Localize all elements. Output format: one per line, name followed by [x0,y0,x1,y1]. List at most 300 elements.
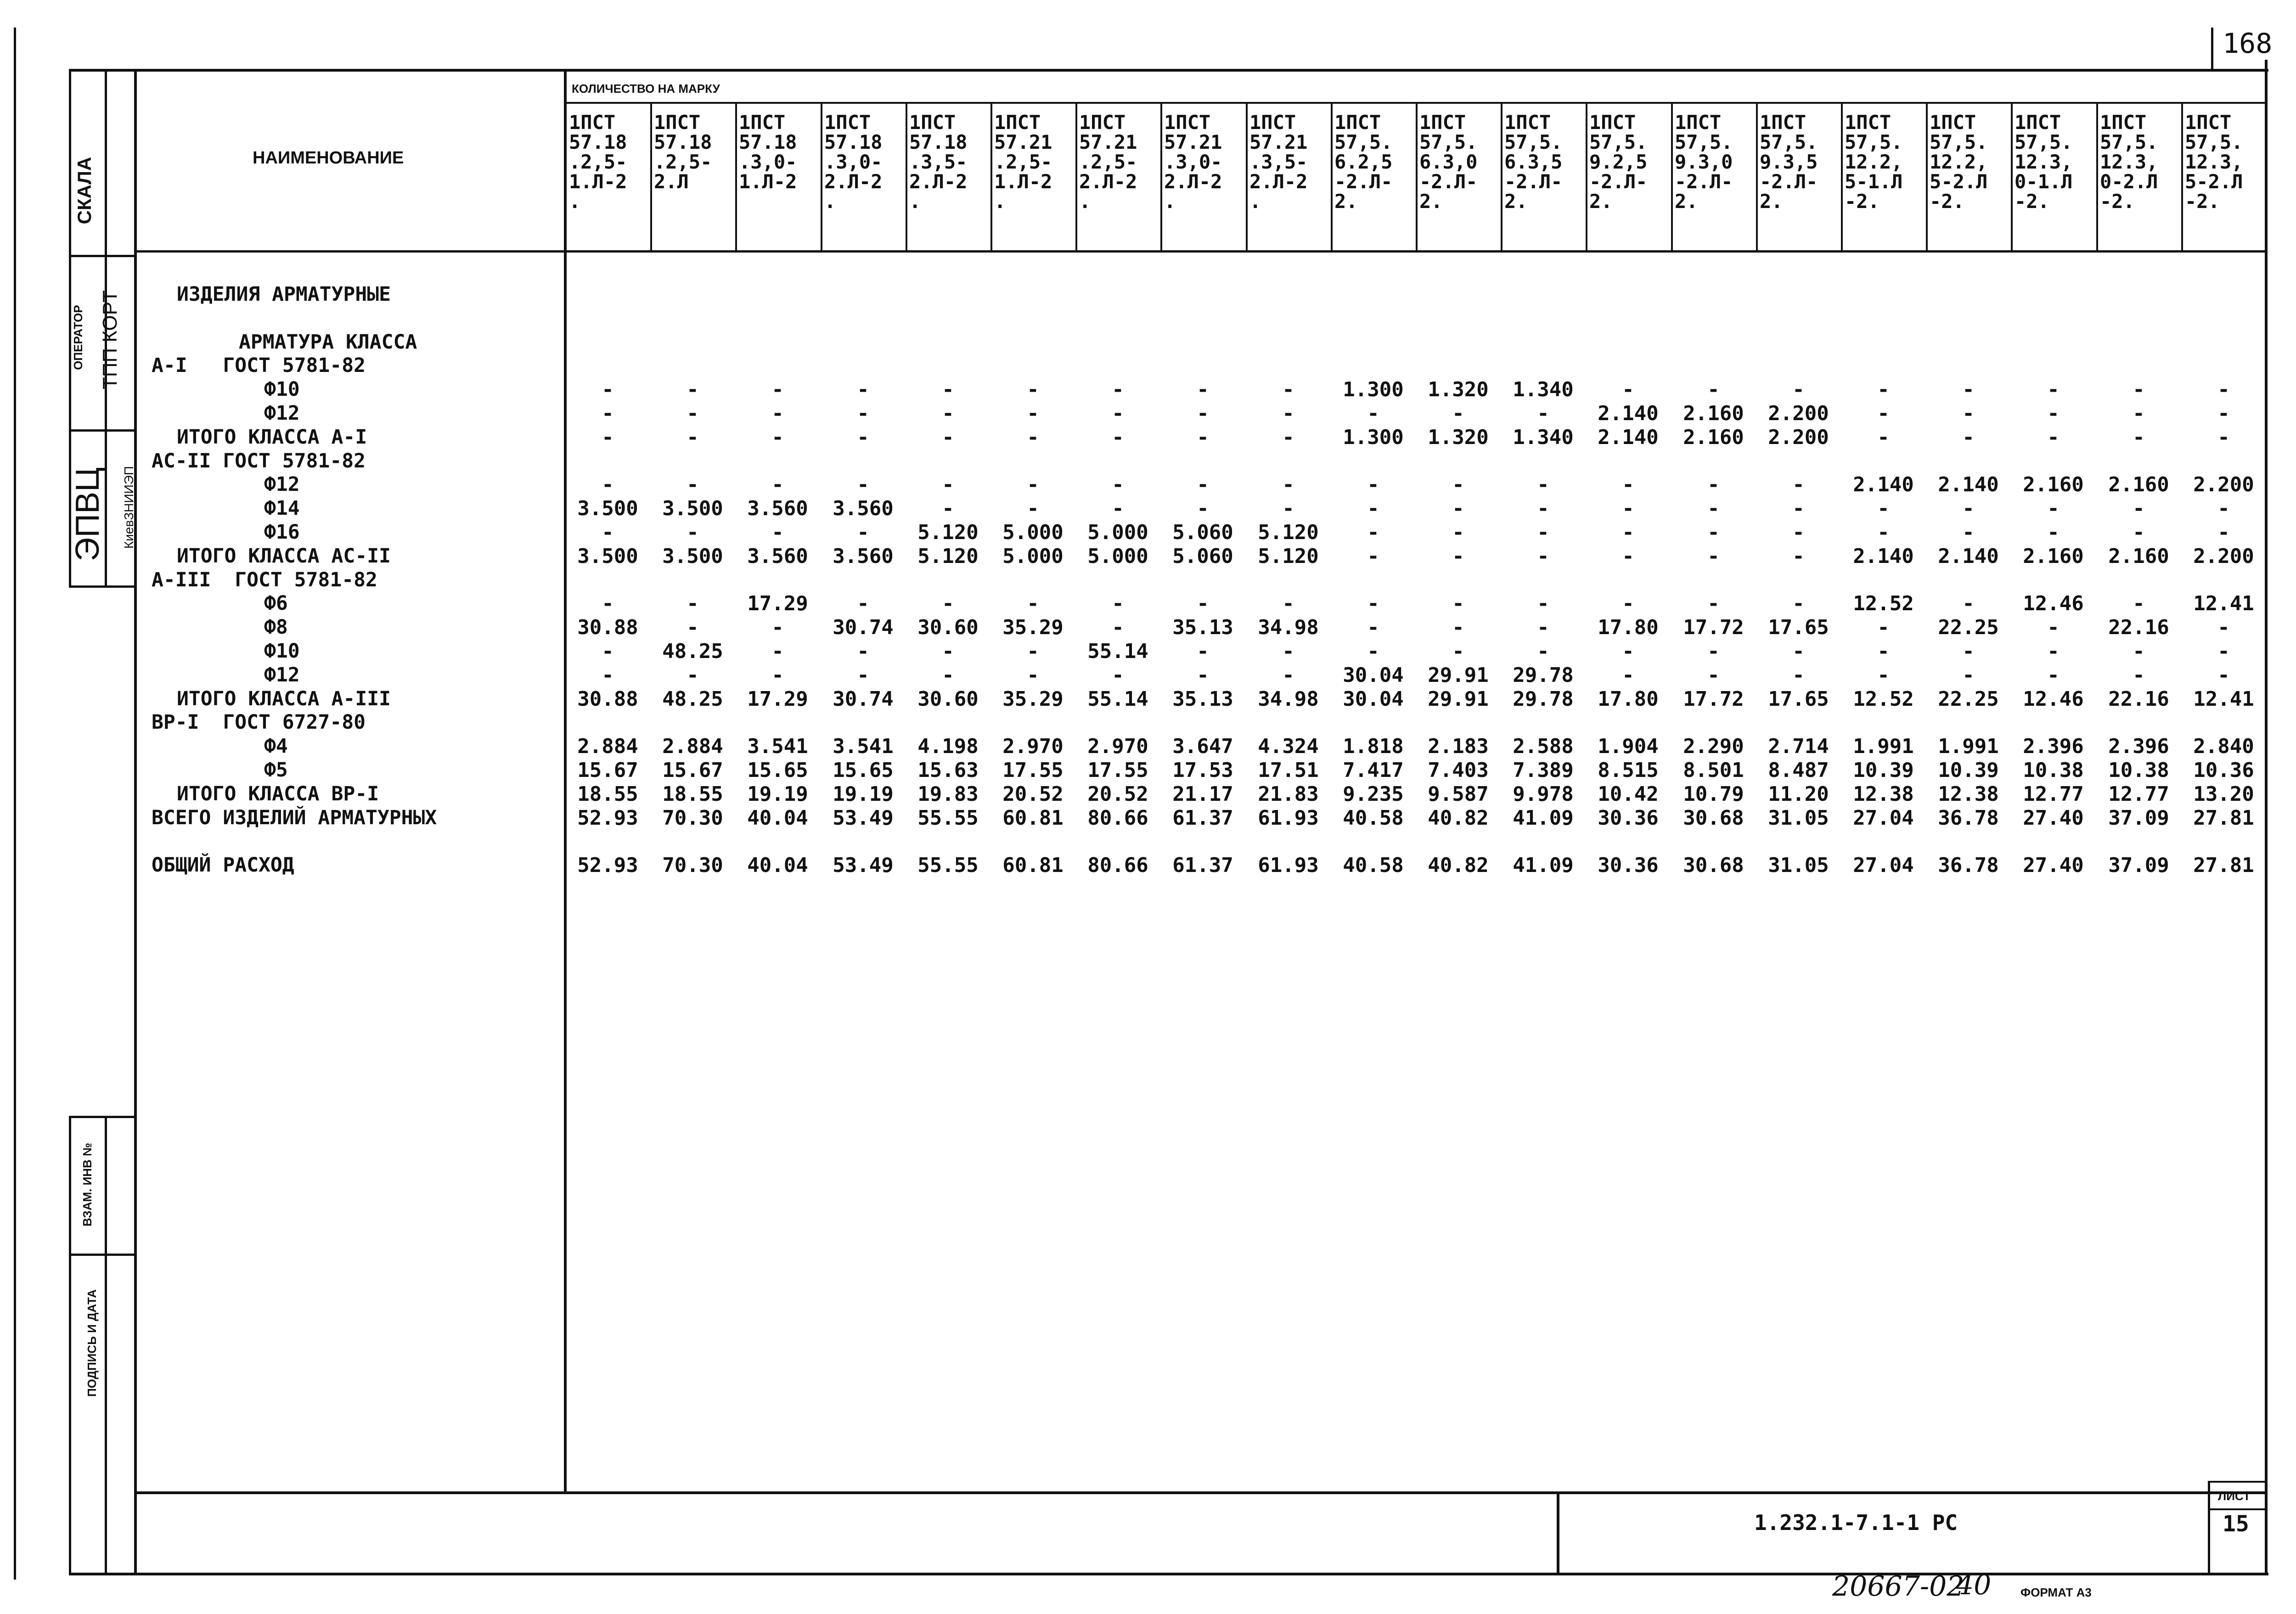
table-cell: 40.82 [1428,854,1489,877]
table-cell: 29.91 [1428,687,1489,711]
table-cell: 30.68 [1683,854,1744,877]
table-cell: - [857,378,869,401]
column-header [2015,112,2095,211]
table-cell: 2.200 [2193,473,2254,496]
table-cell: 7.417 [1343,759,1404,782]
table-cell: - [1112,664,1124,687]
frame-left-outer [14,28,16,1580]
table-cell: 9.587 [1428,782,1489,806]
table-cell: 30.88 [577,616,638,639]
table-cell: - [771,473,784,496]
table-cell: - [1367,592,1379,615]
table-cell: 5.060 [1172,545,1233,568]
column-header-line: 57,5. [1760,131,1818,153]
titleblock-sheet-sep [2208,1481,2210,1574]
table-cell: - [602,426,614,449]
table-cell: 3.560 [833,497,894,520]
column-header-line: .3,0- [739,151,797,173]
table-cell: - [687,592,699,615]
table-cell: - [1877,378,1890,401]
column-header-line: -2.Л- [1504,170,1563,193]
table-cell: 55.55 [917,806,979,830]
table-cell: 19.19 [747,782,808,806]
table-cell: 30.04 [1343,687,1404,711]
table-cell: - [1707,664,1720,687]
table-cell: 40.58 [1343,806,1404,830]
table-cell: 2.160 [1683,402,1744,425]
table-cell: 2.160 [2108,545,2169,568]
table-cell: - [1367,497,1379,520]
column-header-line: .3,0- [824,151,883,173]
table-cell: 2.200 [1768,402,1829,425]
table-cell: - [602,473,614,496]
table-cell: - [771,616,784,639]
table-cell: 7.389 [1513,759,1574,782]
side-label-podpis: ПОДПИСЬ И ДАТА [85,1289,99,1397]
table-cell: 53.49 [833,806,894,830]
table-cell: - [1452,521,1464,544]
table-cell: 27.81 [2193,854,2254,877]
table-cell: 40.82 [1428,806,1489,830]
table-cell: - [1962,402,1975,425]
table-cell: - [771,402,784,425]
table-cell: 12.52 [1853,592,1914,615]
column-header-line: 1ПСТ [1249,112,1296,134]
side-label-operator: ОПЕРАТОР [71,305,85,370]
table-cell: 70.30 [662,854,723,877]
table-cell: 12.46 [2023,687,2084,711]
column-header-line: -2.Л- [1675,170,1733,193]
table-cell: - [1452,402,1464,425]
table-cell: 2.884 [662,735,723,758]
table-cell: 5.000 [1002,521,1064,544]
table-cell: - [2217,640,2230,663]
table-cell: - [1877,426,1890,449]
column-header-line: 1ПСТ [1164,112,1211,134]
column-divider [1160,103,1162,251]
table-cell: 3.500 [662,545,723,568]
table-cell: 17.65 [1768,687,1829,711]
table-cell: - [2133,426,2145,449]
table-cell: 10.38 [2108,759,2169,782]
column-header-line: -2. [1845,190,1880,211]
header-bottom-line [135,250,2266,253]
table-cell: - [687,402,699,425]
table-cell: 2.140 [1938,545,1999,568]
column-header-line: 57,5. [1675,131,1733,153]
table-cell: - [2217,426,2230,449]
side-sep-4 [69,1116,135,1118]
table-cell: 15.65 [747,759,808,782]
table-cell: 30.60 [917,687,979,711]
column-header-line: 57,5. [1589,131,1648,153]
column-header-line: . [1164,190,1176,211]
column-header-line: 6.3,5 [1504,151,1563,173]
table-cell: - [2133,378,2145,401]
table-cell: - [1792,545,1805,568]
column-header-line: 1ПСТ [1760,112,1806,134]
table-cell: 19.83 [917,782,979,806]
table-cell: 17.55 [1002,759,1064,782]
table-cell: 3.647 [1172,735,1233,758]
row-label: ИТОГО КЛАССА А-I [177,426,367,449]
column-header [1504,112,1585,211]
table-cell: 20.52 [1087,782,1148,806]
column-header-line: 1ПСТ [1334,112,1381,134]
table-cell: 5.060 [1172,521,1233,544]
table-cell: - [1537,640,1549,663]
table-cell: - [2047,378,2060,401]
table-cell: 2.160 [2023,545,2084,568]
row-label: ИЗДЕЛИЯ АРМАТУРНЫЕ [177,283,391,306]
table-cell: - [1367,616,1379,639]
column-header-line: 57,5. [2100,131,2158,153]
table-cell: - [942,426,954,449]
table-cell: 35.13 [1172,687,1233,711]
column-header-line: . [1079,190,1091,211]
table-cell: - [1962,497,1975,520]
table-cell: - [1452,497,1464,520]
row-label: А-III ГОСТ 5781-82 [152,568,377,591]
table-cell: - [857,402,869,425]
table-cell: 2.200 [1768,426,1829,449]
column-divider [1331,103,1333,251]
column-header [1334,112,1415,211]
header-naimenovanie: НАИМЕНОВАНИЕ [253,148,404,168]
column-header-line: 1ПСТ [654,112,701,134]
column-header-line: 2.Л-2 [1249,170,1308,193]
table-cell: 2.140 [1938,473,1999,496]
table-cell: 17.53 [1172,759,1233,782]
row-label: Ф8 [264,616,288,639]
table-cell: 1.300 [1343,378,1404,401]
table-cell: 30.74 [833,687,894,711]
row-label: Ф14 [264,497,300,520]
column-divider [2181,103,2183,251]
table-cell: 1.991 [1938,735,1999,758]
table-cell: 21.83 [1258,782,1319,806]
table-cell: 55.55 [917,854,979,877]
column-header-line: 5-1.Л [1845,170,1903,193]
table-cell: 2.140 [1853,545,1914,568]
table-cell: 12.46 [2023,592,2084,615]
table-cell: - [687,664,699,687]
table-cell: 1.991 [1853,735,1914,758]
table-cell: 1.904 [1598,735,1659,758]
titleblock-top [135,1491,2266,1494]
column-divider [1841,103,1843,251]
table-cell: - [1197,497,1209,520]
table-cell: - [857,592,869,615]
table-cell: - [1282,497,1294,520]
column-header [1589,112,1670,211]
table-cell: - [1622,545,1634,568]
column-header-line: 57,5. [1504,131,1563,153]
table-cell: 3.500 [577,545,638,568]
table-cell: - [771,640,784,663]
column-header [1675,112,1755,211]
table-cell: 10.38 [2023,759,2084,782]
table-cell: 18.55 [662,782,723,806]
table-cell: 22.25 [1938,616,1999,639]
column-header-line: 57,5. [2015,131,2073,153]
bottom-handwritten-number-2: 40 [1956,1569,1992,1601]
table-cell: - [602,378,614,401]
column-header-line: 0-1.Л [2015,170,2073,193]
column-header-line: 2. [1504,190,1528,211]
table-cell: 80.66 [1087,854,1148,877]
doc-code: 1.232.1-7.1-1 РС [1754,1510,1958,1535]
table-cell: 10.39 [1853,759,1914,782]
table-cell: 27.40 [2023,854,2084,877]
column-header-line: . [994,190,1006,211]
column-header [1419,112,1500,211]
table-cell: - [1367,545,1379,568]
table-cell: - [1027,497,1039,520]
column-header-line: 1ПСТ [909,112,956,134]
column-header-line: 1ПСТ [2100,112,2147,134]
row-label: Ф4 [264,735,288,758]
table-cell: 2.396 [2023,735,2084,758]
table-cell: - [2217,521,2230,544]
table-cell: - [1792,664,1805,687]
table-cell: - [1197,592,1209,615]
table-cell: - [1112,378,1124,401]
table-cell: - [1622,378,1634,401]
column-header-line: 12.3, [2185,151,2243,173]
column-header-line: 2. [1675,190,1698,211]
table-cell: 7.403 [1428,759,1489,782]
table-cell: - [602,640,614,663]
column-header-line: 57.18 [739,131,797,153]
sheet-label: ЛИСТ [2218,1489,2251,1503]
table-cell: 2.396 [2108,735,2169,758]
column-divider [1416,103,1418,251]
table-cell: - [1197,473,1209,496]
side-strip-inner-lower [105,1116,107,1575]
table-cell: 12.52 [1853,687,1914,711]
row-label: Ф10 [264,640,300,663]
table-cell: 19.19 [833,782,894,806]
table-cell: 9.978 [1513,782,1574,806]
table-cell: - [2217,378,2230,401]
column-divider [1075,103,1077,251]
table-cell: 1.300 [1343,426,1404,449]
table-cell: 9.235 [1343,782,1404,806]
row-label: АС-II ГОСТ 5781-82 [152,450,366,472]
table-cell: - [1707,592,1720,615]
table-cell: 40.04 [747,854,808,877]
table-cell: - [1452,545,1464,568]
column-header [1079,112,1159,211]
column-divider [1246,103,1248,251]
table-cell: - [1537,473,1549,496]
table-cell: - [942,497,954,520]
table-cell: 29.78 [1513,664,1574,687]
table-cell: 18.55 [577,782,638,806]
column-header-line: .2,5- [1079,151,1137,173]
column-header-line: 57,5. [2185,131,2243,153]
table-cell: - [602,521,614,544]
side-sep-2 [69,429,135,432]
table-cell: - [1537,497,1549,520]
table-cell: - [857,426,869,449]
table-cell: - [1197,426,1209,449]
table-cell: 60.81 [1002,854,1064,877]
table-cell: 2.160 [2108,473,2169,496]
table-cell: 5.000 [1087,521,1148,544]
column-header-line: . [1249,190,1261,211]
table-cell: 5.120 [917,545,979,568]
table-cell: - [1877,497,1890,520]
table-cell: 4.198 [917,735,979,758]
table-cell: - [1877,521,1890,544]
side-sep-1 [69,255,135,257]
column-header-line: 1.Л-2 [569,170,627,193]
table-cell: - [1622,521,1634,544]
table-cell: - [1537,592,1549,615]
table-cell: - [1962,664,1975,687]
table-cell: 30.04 [1343,664,1404,687]
table-cell: 52.93 [577,854,638,877]
table-cell: - [1792,640,1805,663]
table-cell: 2.160 [2023,473,2084,496]
column-header-line: 57.21 [1079,131,1137,153]
column-header-line: 57.21 [1249,131,1308,153]
table-cell: - [1452,473,1464,496]
table-cell: 2.970 [1087,735,1148,758]
table-cell: 35.29 [1002,687,1064,711]
table-cell: 21.17 [1172,782,1233,806]
table-cell: - [602,592,614,615]
column-header [1845,112,1925,211]
table-cell: 80.66 [1087,806,1148,830]
table-cell: - [1367,473,1379,496]
column-header-line: 57,5. [1334,131,1393,153]
side-label-tpp-kort: ТПП КОРТ [99,290,121,389]
row-label: АРМАТУРА КЛАССА [239,331,417,354]
table-cell: - [1622,473,1634,496]
row-label: ВСЕГО ИЗДЕЛИЙ АРМАТУРНЫХ [152,806,437,829]
table-cell: 30.74 [833,616,894,639]
table-cell: - [1452,640,1464,663]
table-cell: - [1537,545,1549,568]
column-header-line: 1ПСТ [994,112,1041,134]
table-cell: - [687,473,699,496]
table-cell: - [1282,426,1294,449]
table-cell: - [1197,664,1209,687]
table-cell: 1.320 [1428,426,1489,449]
table-cell: 12.38 [1853,782,1914,806]
table-cell: 35.13 [1172,616,1233,639]
table-cell: - [1707,378,1720,401]
column-header-line: -2. [2015,190,2049,211]
bottom-handwritten-number: 20667-02 [1832,1570,1964,1603]
table-cell: - [602,402,614,425]
column-header-line: 57,5. [1930,131,1988,153]
column-header-line: 57.18 [569,131,627,153]
table-cell: - [1027,402,1039,425]
table-cell: - [2047,402,2060,425]
column-divider [650,103,652,251]
table-cell: 15.67 [577,759,638,782]
table-cell: - [942,592,954,615]
table-cell: 3.541 [833,735,894,758]
table-cell: 12.77 [2108,782,2169,806]
table-cell: - [1197,640,1209,663]
table-cell: - [687,426,699,449]
table-cell: 17.29 [747,592,808,615]
table-cell: - [687,521,699,544]
column-header-line: . [824,190,836,211]
table-cell: 4.324 [1258,735,1319,758]
table-cell: - [1537,616,1549,639]
column-header-line: 2.Л [654,170,689,191]
column-header [909,112,990,211]
column-header-line: 6.2,5 [1334,151,1393,173]
table-cell: - [1707,640,1720,663]
table-cell: - [1962,640,1975,663]
table-cell: 8.515 [1598,759,1659,782]
table-cell: - [602,664,614,687]
format-label: ФОРМАТ А3 [2020,1586,2092,1599]
column-header [994,112,1075,211]
column-header-line: 9.3,0 [1675,151,1733,173]
column-header [739,112,819,191]
table-cell: - [2217,402,2230,425]
column-divider [906,103,907,251]
table-cell: 30.36 [1598,854,1659,877]
table-cell: - [1962,426,1975,449]
table-cell: - [1027,473,1039,496]
table-cell: 8.501 [1683,759,1744,782]
table-cell: - [687,378,699,401]
column-header-line: .3,0- [1164,151,1222,173]
table-cell: - [2217,497,2230,520]
table-cell: 3.500 [662,497,723,520]
table-cell: - [1707,473,1720,496]
table-cell: 30.36 [1598,806,1659,830]
table-cell: - [2133,497,2145,520]
column-header-line: 57.18 [824,131,883,153]
table-cell: 10.79 [1683,782,1744,806]
table-cell: 70.30 [662,806,723,830]
table-cell: - [771,664,784,687]
table-cell: 2.140 [1853,473,1914,496]
table-cell: - [1877,664,1890,687]
table-cell: - [942,378,954,401]
table-cell: - [1792,378,1805,401]
column-header-line: 2. [1589,190,1613,211]
column-divider [821,103,822,251]
side-label-vzam: ВЗАМ. ИНВ № [80,1142,94,1227]
table-cell: - [1792,497,1805,520]
column-header-line: 1ПСТ [1079,112,1126,134]
table-cell: 20.52 [1002,782,1064,806]
side-label-epvc: ЭПВЦ [69,467,106,562]
table-cell: - [1877,616,1890,639]
column-header [1760,112,1840,211]
table-cell: - [1452,616,1464,639]
table-cell: 17.80 [1598,687,1659,711]
table-cell: 29.91 [1428,664,1489,687]
top-sheet-number: 168 [2223,28,2273,60]
table-cell: - [1537,402,1549,425]
table-cell: - [1792,592,1805,615]
table-cell: 35.29 [1002,616,1064,639]
table-cell: 2.970 [1002,735,1064,758]
table-cell: 27.40 [2023,806,2084,830]
